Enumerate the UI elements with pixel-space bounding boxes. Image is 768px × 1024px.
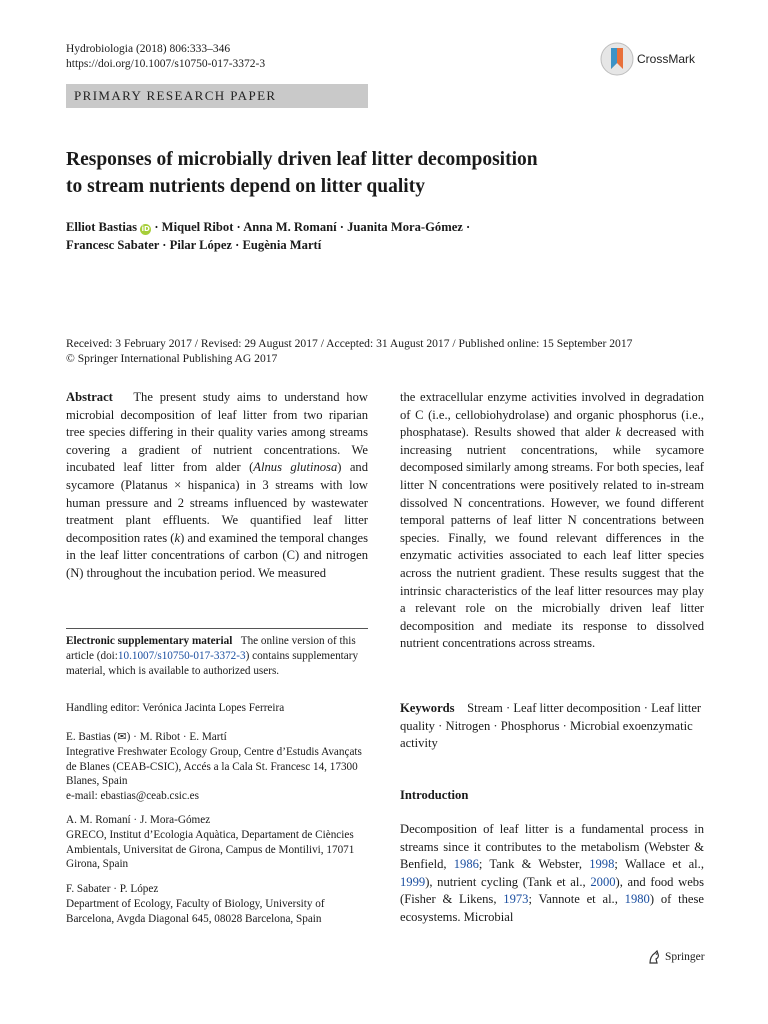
handling-editor: Handling editor: Verónica Jacinta Lopes Ferreira [66, 702, 285, 714]
copyright: © Springer International Publishing AG 2017 [66, 352, 278, 365]
abstract-part: ) and examined the temporal changes in the leaf litter concentrations of carbon (C) and nitrogen (N) throughout the incubation period. We measured [66, 530, 369, 580]
intro-part: ), and food webs (Fisher & Likens, [400, 874, 704, 907]
variable-k: k [615, 425, 622, 440]
affiliation-names: A. M. Romaní · J. Mora-Gómez [66, 814, 211, 826]
abstract-right [400, 389, 704, 653]
abstract-part: decreased with increasing nutrient concentrations, while sycamore decomposed similarly among streams. For both species, leaf litter N concentrations were positively related to in-stream dissolved N concentrations. However, we found different temporal patterns of leaf litter N concentrations between species. Finally, we found relevant differences in the enzymatic activities associated to each leaf litter species across the nutrient gradient. These results suggest that the intrinsic characteristics of the leaf litter resources may play a relevant role on the microbially driven leaf litter decomposition and mediate its response to dissolved nutrient concentrations across streams. [400, 425, 704, 651]
variable-k: k [174, 530, 181, 545]
publisher-name: Springer [665, 951, 705, 963]
affiliation-2 [66, 813, 368, 872]
affiliation-names: F. Sabater · P. López [66, 883, 159, 895]
corresponding-email[interactable]: e-mail: ebastias@ceab.csic.es [66, 790, 199, 803]
crossmark-label: CrossMark [637, 52, 696, 66]
keywords-label: Keywords [400, 701, 455, 715]
authors-line-1 [66, 218, 706, 236]
intro-part: ; Wallace et al., [614, 857, 704, 872]
affiliation-address: GRECO, Institut d’Ecologia Aquàtica, Departament de Ciències Ambientals, Universitat de Girona, Campus de Montilivi, 17071 Girona, Spain [66, 828, 355, 871]
keywords [400, 700, 704, 753]
author-list [66, 218, 706, 254]
authors-line-2[interactable]: Francesc Sabater · Pilar López · Eugènia Martí [66, 238, 322, 252]
article-history [66, 336, 716, 366]
article-category: PRIMARY RESEARCH PAPER [74, 88, 277, 103]
citation-link[interactable]: 2000 [590, 874, 616, 889]
abstract-text [66, 389, 368, 583]
affiliation-names-part: E. Bastias ( [66, 731, 118, 743]
esm-text: The online version of this article (doi: [66, 635, 356, 662]
affiliation-names-part: ) · M. Ribot · E. Martí [126, 731, 227, 743]
title-line-2: to stream nutrients depend on litter quality [66, 176, 425, 197]
author-name[interactable]: Elliot Bastias [66, 220, 138, 234]
springer-horse-icon [646, 949, 662, 965]
abstract-part: the extracellular enzyme activities involved in degradation of C (i.e., cellobiohydrolase) and organic phosphorus (i.e., phosphatase). Results showed that alder [400, 390, 704, 440]
affiliation-3 [66, 882, 368, 926]
envelope-icon[interactable]: ✉ [117, 731, 127, 743]
affiliation-address: Department of Ecology, Faculty of Biology, University of Barcelona, Avgda Diagonal 645, 08028 Barcelona, Spain [66, 897, 325, 925]
intro-part: ; Tank & Webster, [478, 857, 590, 872]
abstract-part: The present study aims to understand how microbial decomposition of leaf litter from two riparian tree species differing in their quality varies among streams covering a gradient of nutrient concentrations. We incubated leaf litter from alder ( [66, 390, 368, 475]
introduction-text [400, 821, 704, 927]
affiliation-names [66, 730, 368, 745]
keywords-list: Stream · Leaf litter decomposition · Leaf litter quality · Nitrogen · Phosphorus · Microbial exoenzymatic activity [400, 701, 702, 751]
citation-link[interactable]: 1980 [624, 892, 650, 907]
title-line-1: Responses of microbially driven leaf litter decomposition [66, 149, 538, 170]
citation-link[interactable]: 1986 [453, 857, 479, 872]
esm-text: ) contains supplementary material, which is available to authorized users. [66, 649, 359, 677]
orcid-icon[interactable]: iD [141, 225, 150, 233]
abstract-left [66, 389, 368, 583]
intro-part: ), nutrient cycling (Tank et al., [425, 874, 591, 889]
article-category-bar [66, 84, 368, 108]
citation-link[interactable]: 1999 [400, 874, 426, 889]
journal-citation: Hydrobiologia (2018) 806:333–346 [66, 43, 231, 55]
esm-doi-link[interactable]: 10.1007/s10750-017-3372-3 [117, 649, 246, 662]
crossmark-badge[interactable] [600, 42, 695, 76]
intro-part: ; Vannote et al., [528, 892, 625, 907]
introduction-heading: Introduction [400, 788, 469, 802]
intro-part: Decomposition of leaf litter is a fundamental process in streams since it contributes to the metabolism (Webster & Benfield, [400, 822, 704, 872]
supplementary-material-note [66, 634, 368, 678]
footnote-divider [66, 628, 368, 629]
article-title [66, 146, 686, 200]
author-names[interactable]: · Miquel Ribot · Anna M. Romaní · Juanita Mora-Gómez · [151, 220, 471, 234]
doi-link[interactable]: https://doi.org/10.1007/s10750-017-3372-3 [66, 58, 266, 70]
abstract-part: ) and sycamore (Platanus × hispanica) in 3 streams with low human pressure and 2 streams influenced by wastewater treatment plant effluents. We quantified leaf litter decomposition rates ( [66, 460, 368, 545]
citation-link[interactable]: 1973 [503, 892, 529, 907]
affiliation-address: Integrative Freshwater Ecology Group, Centre d’Estudis Avançats de Blanes (CEAB-CSIC), Accés a la Cala St. Francesc 14, 17300 Blanes, Spain [66, 745, 362, 788]
crossmark-icon [600, 42, 634, 76]
abstract-continued [400, 389, 704, 653]
species-name: Alnus glutinosa [253, 460, 338, 475]
affiliation-1 [66, 730, 368, 804]
esm-label: Electronic supplementary material [66, 635, 233, 647]
citation-link[interactable]: 1998 [589, 857, 615, 872]
publisher-logo [646, 949, 705, 965]
abstract-label: Abstract [66, 390, 113, 404]
intro-part: ) of these ecosystems. Microbial [400, 892, 704, 924]
article-dates: Received: 3 February 2017 / Revised: 29 August 2017 / Accepted: 31 August 2017 / Published online: 15 September 2017 [66, 337, 633, 350]
